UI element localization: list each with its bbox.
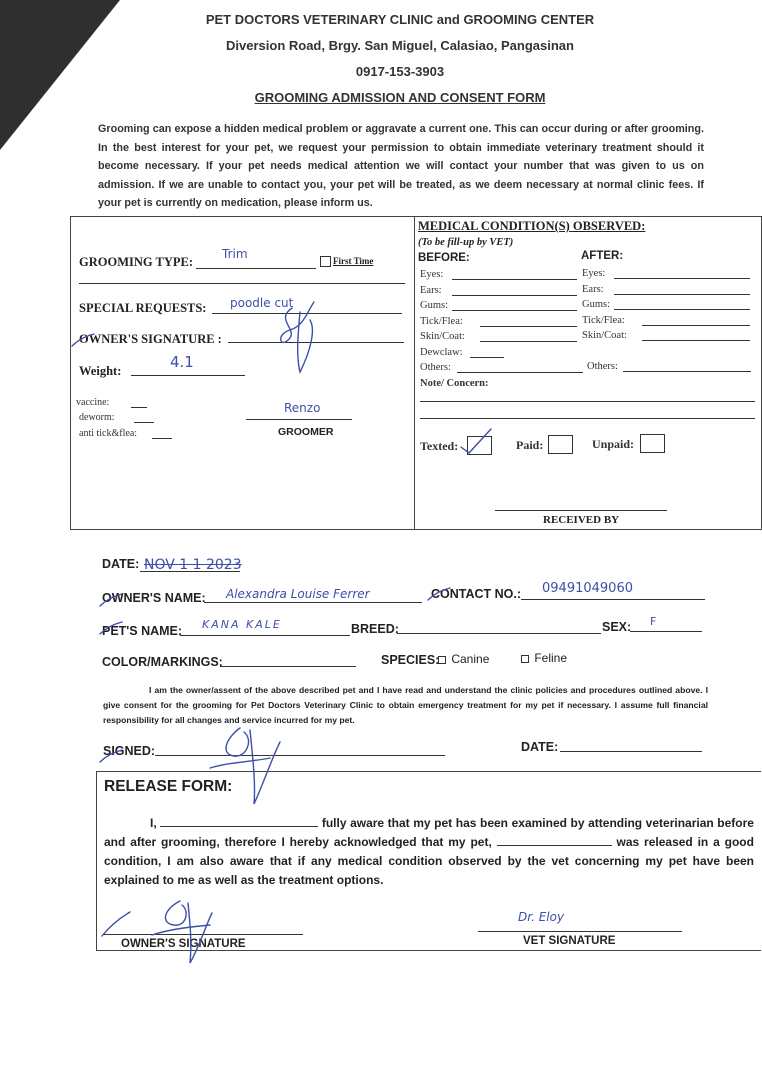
contact-tick <box>424 586 454 604</box>
first-time-box[interactable] <box>320 256 331 267</box>
owner-sig-tick <box>68 330 98 350</box>
sex-value: F <box>650 615 657 628</box>
signed-date-label: DATE: <box>521 740 559 754</box>
release-text-body: fully aware that my pet has been examined by attending veterinarian before and after grooming, therefore I hereby acknowledged that my pet, <box>104 816 754 849</box>
medical-after-field[interactable] <box>642 325 750 326</box>
date-label: DATE: <box>102 557 140 571</box>
first-time-checkbox[interactable]: First Time <box>320 256 373 267</box>
weight-field[interactable] <box>131 375 245 376</box>
signed-date-field[interactable] <box>560 751 702 752</box>
unpaid-label: Unpaid: <box>592 437 635 451</box>
pet-name-field[interactable] <box>180 635 350 636</box>
medical-after-field[interactable] <box>614 294 750 295</box>
others-before-label: Others: <box>420 362 451 373</box>
medical-before-field[interactable] <box>452 279 577 280</box>
owner-name-tick <box>96 590 126 610</box>
deworm-field[interactable] <box>134 422 154 423</box>
canine-box[interactable] <box>438 656 446 664</box>
dewclaw-field[interactable] <box>470 357 504 358</box>
others-after-label: Others: <box>587 361 618 372</box>
contact-value: 09491049060 <box>542 581 633 596</box>
release-owner-blank[interactable] <box>160 826 318 827</box>
sex-label: SEX: <box>602 620 632 634</box>
texted-check-mark <box>455 425 495 455</box>
medical-after-label: Tick/Flea: <box>582 314 625 326</box>
medical-before-label: Eyes: <box>420 269 444 280</box>
anti-tick-label: anti tick&flea: <box>79 428 138 439</box>
vet-signature-line[interactable] <box>478 931 682 932</box>
deworm-label: deworm: <box>79 412 115 423</box>
medical-before-label: Ears: <box>420 284 442 296</box>
date-value: NOV 1 1 2023 <box>144 557 242 573</box>
special-requests-value: poodle cut <box>230 296 294 310</box>
consent-text: I am the owner/assent of the above described pet and I have read and understand the clinic policies and procedures outlined above. I give consent for the grooming for Pet Doctors Veterinary Clinic to obtain emergency treatment for my pet if necessary. I assume full financial responsibility for all changes and service incurred for my pet. <box>103 685 708 725</box>
paid-checkbox[interactable] <box>548 435 573 454</box>
species-label: SPECIES: <box>381 653 440 667</box>
medical-before-field[interactable] <box>452 295 577 296</box>
signed-tick <box>96 746 126 766</box>
form-title: GROOMING ADMISSION AND CONSENT FORM <box>254 90 546 105</box>
release-owner-sig-label: OWNER'S SIGNATURE <box>121 938 246 950</box>
unpaid-checkbox[interactable] <box>640 434 665 453</box>
received-by-label: RECEIVED BY <box>543 514 620 526</box>
note-line-1[interactable] <box>420 401 755 402</box>
release-owner-scribble <box>150 895 220 970</box>
clinic-name: PET DOCTORS VETERINARY CLINIC and GROOMING CENTER <box>205 12 595 27</box>
weight-label: Weight: <box>79 364 122 378</box>
release-text-end: was released in a good condition, I am also aware that if any medical condition observed by the vet concerning my pet have been explained to me as well as the treatment options. <box>104 835 754 887</box>
clinic-phone: 0917-153-3903 <box>355 64 445 79</box>
texted-label: Texted: <box>420 439 459 453</box>
breed-label: BREED: <box>351 622 399 636</box>
color-field[interactable] <box>220 666 356 667</box>
signed-field[interactable] <box>155 755 445 756</box>
release-title: RELEASE FORM: <box>104 778 233 795</box>
weight-value: 4.1 <box>170 353 194 371</box>
special-requests-label: SPECIAL REQUESTS: <box>79 301 207 315</box>
breed-field[interactable] <box>397 633 601 634</box>
sex-field[interactable] <box>630 631 702 632</box>
medical-before-field[interactable] <box>480 326 577 327</box>
medical-before-label: Gums: <box>420 300 449 311</box>
box-divider <box>414 216 415 530</box>
others-after-field[interactable] <box>623 371 751 372</box>
signed-scribble <box>200 722 300 812</box>
medical-after-label: Ears: <box>582 283 604 295</box>
grooming-type-field[interactable] <box>196 268 316 269</box>
owner-name-value: Alexandra Louise Ferrer <box>226 587 370 601</box>
pet-name-label: PET'S NAME: <box>102 624 183 638</box>
medical-before-field[interactable] <box>480 341 577 342</box>
medical-after-label: Eyes: <box>582 268 606 279</box>
pet-name-value: KANA KALE <box>202 618 282 631</box>
owner-signature-scribble-1 <box>270 300 330 380</box>
vet-name: Dr. Eloy <box>518 910 565 924</box>
vaccine-label: vaccine: <box>76 397 110 408</box>
medical-after-field[interactable] <box>642 340 750 341</box>
grooming-type-value: Trim <box>222 247 248 261</box>
signed-label: SIGNED: <box>103 744 156 758</box>
medical-before-label: Tick/Flea: <box>420 315 463 327</box>
release-text-i: I, <box>150 816 157 830</box>
feline-box[interactable] <box>521 655 529 663</box>
species-feline-option[interactable]: Feline <box>521 651 567 665</box>
grooming-type-label: GROOMING TYPE: <box>79 255 194 269</box>
groomer-name: Renzo <box>284 401 321 415</box>
owner-signature-label: OWNER'S SIGNATURE : <box>79 332 222 346</box>
paid-label: Paid: <box>516 438 544 452</box>
release-owner-tick <box>98 910 138 940</box>
grooming-extra-line <box>79 283 405 284</box>
groomer-label: GROOMER <box>278 426 334 438</box>
medical-after-field[interactable] <box>614 278 750 279</box>
medical-after-label: Skin/Coat: <box>582 330 627 341</box>
intro-text: Grooming can expose a hidden medical problem or aggravate a current one. This can occur during or after grooming. In the best interest for your pet, we request your permission to obtain immediate veterinary treatment should it become necessary. If your pet needs medical attention we will contact your number that was given to us on admission. If we are unable to contact you, your pet will be treated, as we deem necessary at normal clinic fees. If your pet is currently on medication, please inform us. <box>98 123 704 210</box>
contact-label: CONTACT NO.: <box>431 587 522 601</box>
before-header: BEFORE: <box>418 252 470 264</box>
clinic-address: Diversion Road, Brgy. San Miguel, Calasiao, Pangasinan <box>226 38 574 53</box>
contact-field[interactable] <box>521 599 705 600</box>
pet-name-tick <box>96 618 126 638</box>
dewclaw-label: Dewclaw: <box>420 347 463 358</box>
groomer-line <box>246 419 352 420</box>
medical-before-label: Skin/Coat: <box>420 331 465 342</box>
others-before-field[interactable] <box>457 372 583 373</box>
received-by-line[interactable] <box>495 510 667 511</box>
medical-before-field[interactable] <box>452 310 577 311</box>
color-label: COLOR/MARKINGS: <box>102 655 223 669</box>
note-label: Note/ Concern: <box>420 378 489 389</box>
owner-name-field[interactable] <box>204 602 422 603</box>
medical-title: MEDICAL CONDITION(S) OBSERVED: <box>418 219 646 233</box>
after-header: AFTER: <box>581 250 624 262</box>
owner-name-label: OWNER'S NAME: <box>102 591 206 605</box>
species-canine-option[interactable]: Canine <box>438 652 489 666</box>
medical-after-label: Gums: <box>582 299 611 310</box>
release-text <box>104 814 754 890</box>
vaccine-field[interactable] <box>131 407 147 408</box>
release-pet-blank[interactable] <box>497 845 612 846</box>
anti-tick-field[interactable] <box>152 438 172 439</box>
medical-after-field[interactable] <box>614 309 750 310</box>
medical-subtitle: (To be fill-up by VET) <box>418 237 514 248</box>
note-line-2[interactable] <box>420 418 755 419</box>
release-vet-sig-label: VET SIGNATURE <box>523 935 616 947</box>
